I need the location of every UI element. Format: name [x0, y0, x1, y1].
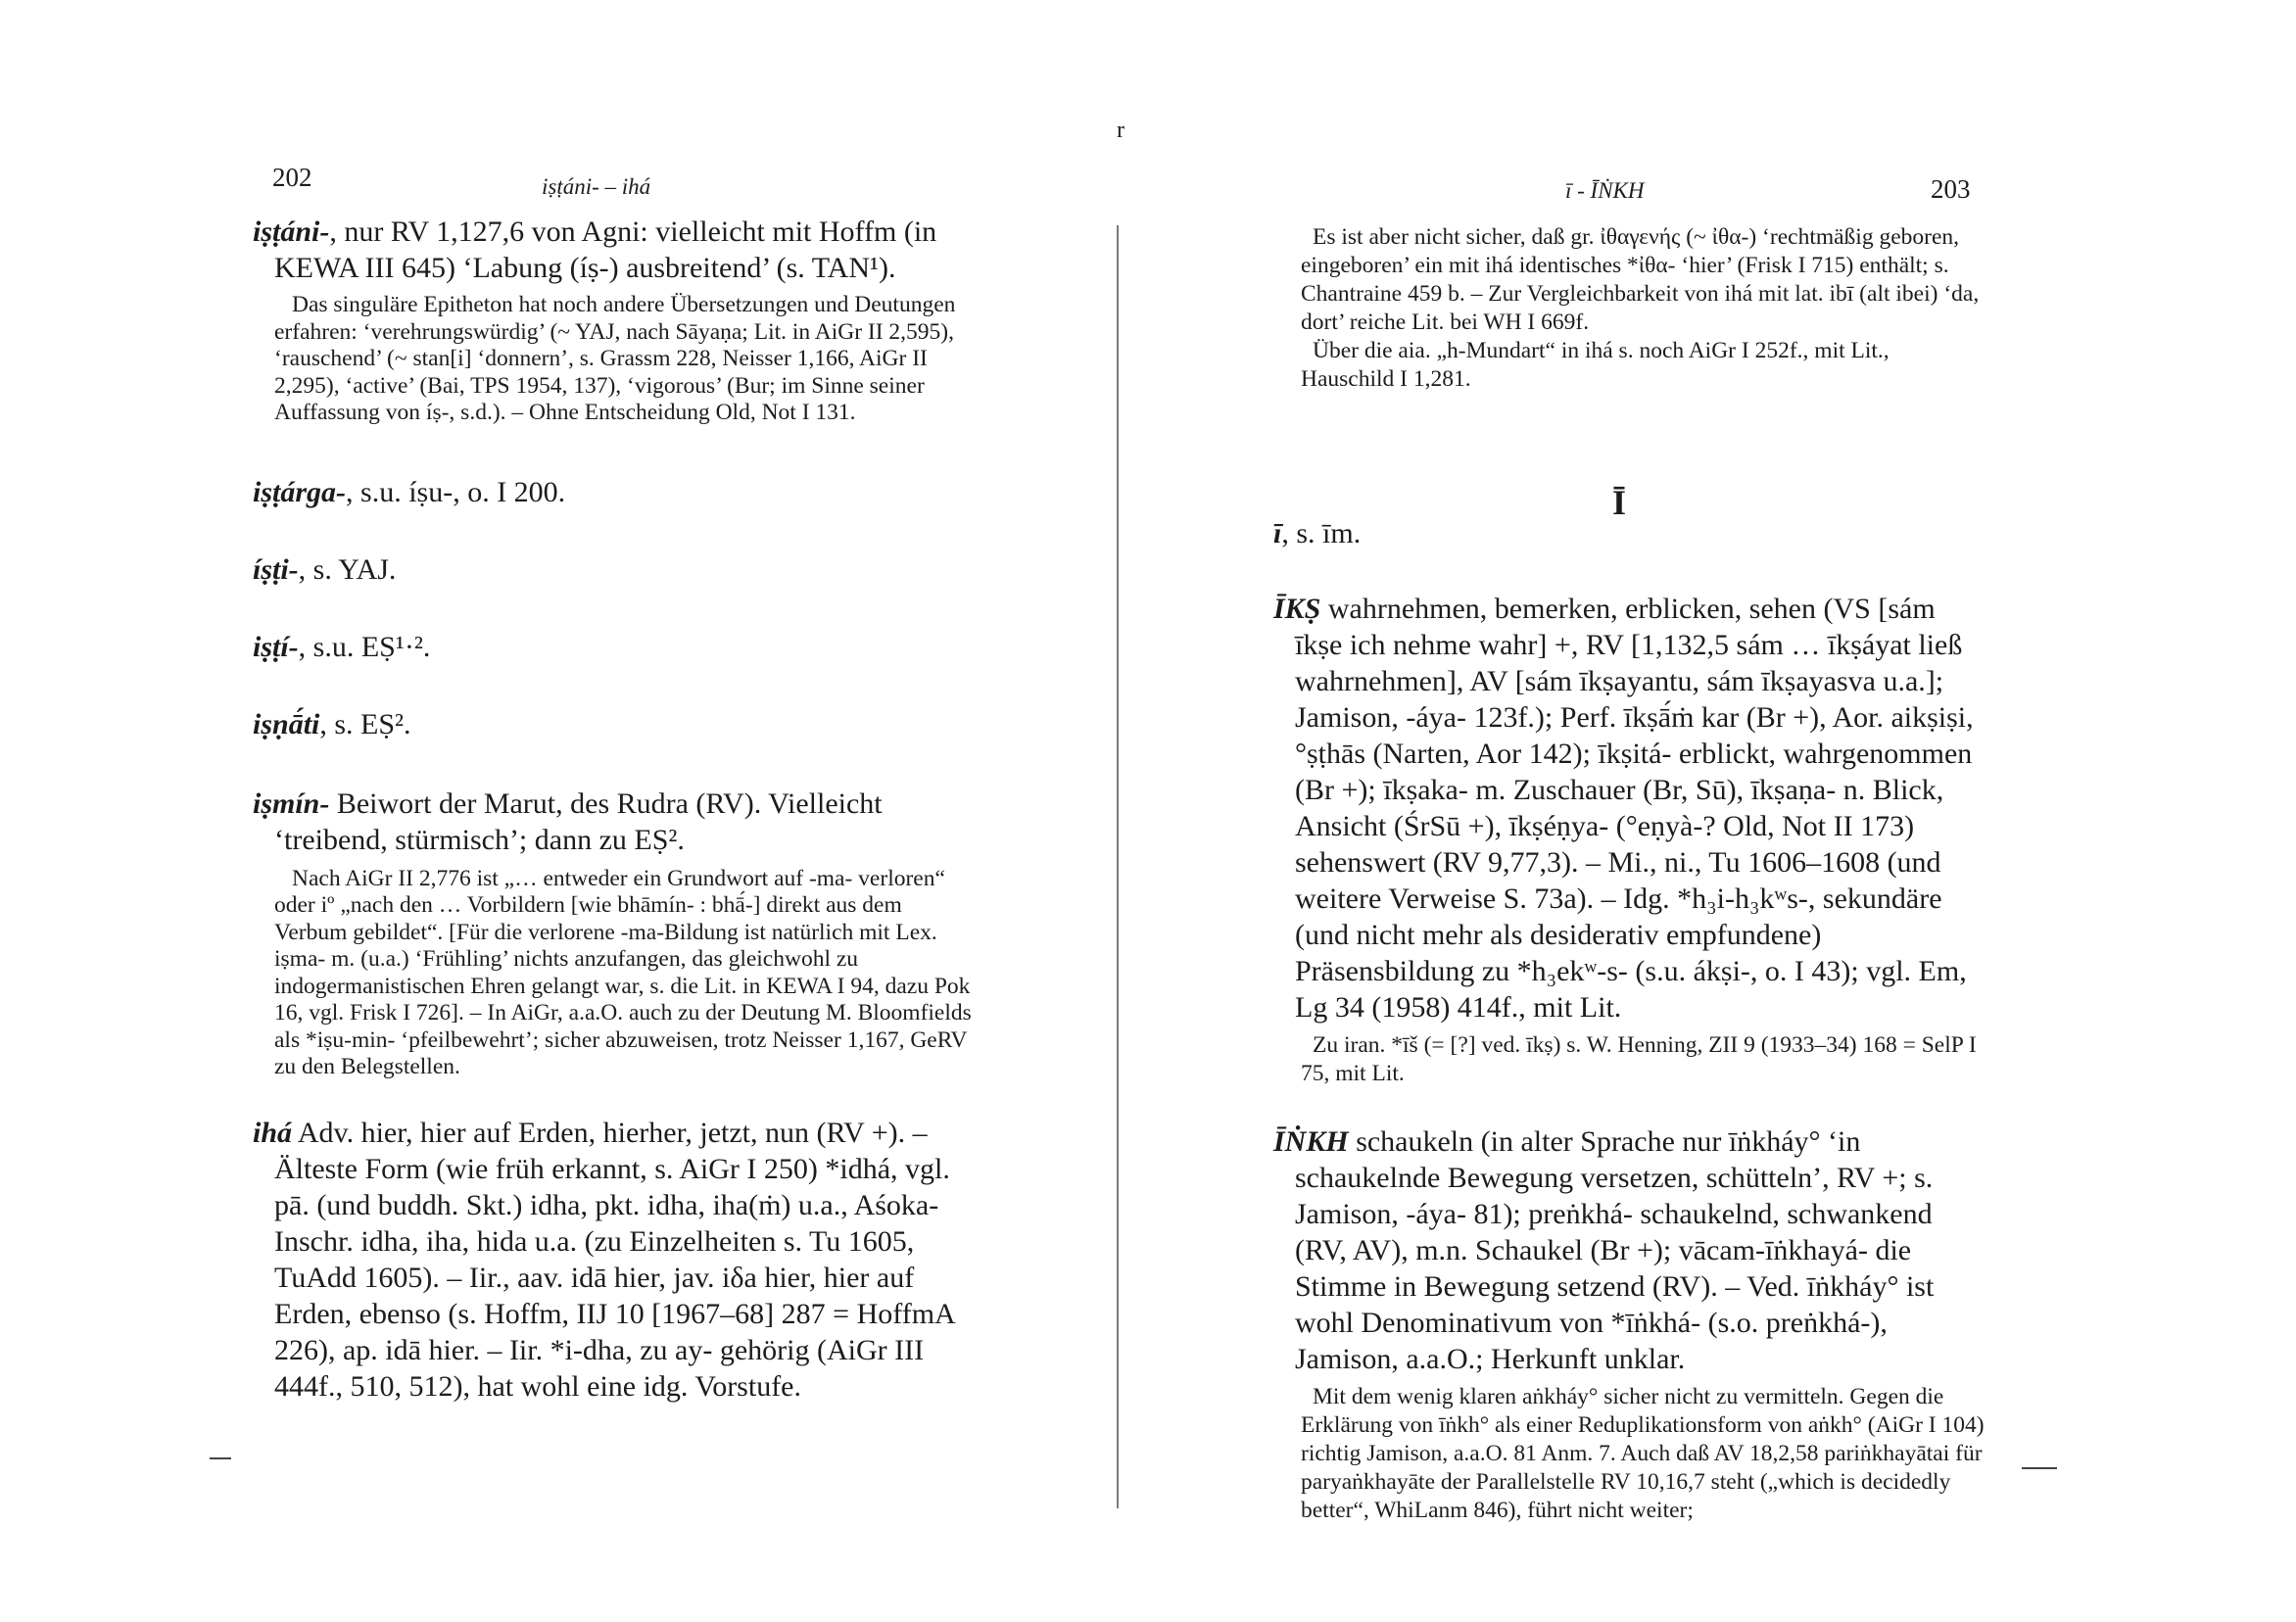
entry-text: wahrnehmen, bemerken, erblicken, sehen (VS [sám īkṣe ich nehme wahr] +, RV [1,132,5 sám … īkṣáyat ließ wahrnehmen], AV [sám īkṣayantu, sám īkṣayasva u.a.]; Jamison, -áya- 123f.); Perf. īkṣā́ṁ kar (Br +), Aor. aikṣiṣi, °ṣṭhās (Narten, Aor 142); īkṣitá- erblickt, wahrgenommen (Br +); īkṣaka- m. Zuschauer (Br, Sū), īkṣaṇa- n. Blick, Ansicht (ŚrSū +), īkṣéṇya- (°eṇyà-? Old, Not II 173) sehenswert (RV 9,77,3). – Mi., ni., Tu 1606–1608 (und weitere Verweise S. 73a). – Idg. *h₃i-h₃kʷs-, sekundäre (und nicht mehr als desiderativ empfundene) Präsensbildung zu *h₃ekʷ-s- (s.u. ákṣi-, o. I 43); vgl. Em, Lg 34 (1958) 414f., mit Lit. [1295, 593, 1974, 1024]
entry-text: , nur RV 1,127,6 von Agni: vielleicht mit Hoffm (in KEWA III 645) ‘Labung (íṣ-) ausbreitend’ (s. TAN¹). [274, 215, 937, 284]
entry [253, 706, 980, 742]
right-page [1136, 0, 2296, 1622]
page-number: 203 [1931, 174, 1971, 204]
headword: iṣṭí- [253, 630, 299, 663]
entry [253, 1115, 980, 1405]
entry [1273, 515, 1986, 551]
running-head: iṣṭáni- – ihá [542, 174, 651, 199]
headword: ĪṄKH [1273, 1125, 1349, 1158]
left-column [253, 214, 980, 1405]
entry [253, 629, 980, 665]
section-letter: Ī [1612, 483, 1627, 522]
continuation-text: Über die aia. „h-Mundart“ in ihá s. noch AiGr I 252f., mit Lit., Hauschild I 1,281. [1301, 338, 1889, 392]
page-divider [1117, 225, 1119, 1508]
corner-mark: r [1117, 118, 1124, 143]
entry [253, 214, 980, 427]
continuation-text: Es ist aber nicht sicher, daß gr. ἰθαγενής (~ ἰθα-) ‘rechtmäßig geboren, eingeboren’ ein mit ihá identisches *ἰθα- ‘hier’ (Frisk I 715) enthält; s. Chantraine 459 b. – Zur Vergleichbarkeit von ihá mit lat. ibī (alt ibei) ‘da, dort’ reiche Lit. bei WH I 669f. [1301, 224, 1980, 335]
headword: iṣṭárga- [253, 475, 347, 508]
headword: ihá [253, 1116, 293, 1149]
headword: ĪKṢ [1273, 593, 1321, 625]
headword: ī [1273, 517, 1282, 549]
entry [253, 474, 980, 510]
entry-text: Beiwort der Marut, des Rudra (RV). Vielleicht ‘treibend, stürmisch’; dann zu EṢ². [274, 787, 883, 856]
headword: íṣṭi- [253, 552, 299, 586]
left-page [0, 0, 1136, 1622]
entry-text: schaukeln (in alter Sprache nur īṅkháy° ‘in schaukelnde Bewegung versetzen, schütteln’, RV +; s. Jamison, -áya- 81); preṅkhá- schaukelnd, schwankend (RV, AV), m.n. Schaukel (Br +); vācam-īṅkhayá- die Stimme in Bewegung setzend (RV). – Ved. īṅkháy° ist wohl Denominativum von *īṅkhá- (s.o. preṅkhá-), Jamison, a.a.O.; Herkunft unklar. [1295, 1125, 1935, 1375]
entry-note: Das singuläre Epitheton hat noch andere Übersetzungen und Deutungen erfahren: ‘verehrungswürdig’ (~ YAJ, nach Sāyaṇa; Lit. in AiGr II 2,595), ‘rauschend’ (~ stan[i] ‘donnern’, s. Grassm 228, Neisser 1,166, AiGr II 2,295), ‘active’ (Bai, TPS 1954, 137), ‘vigorous’ (Bur; im Sinne seiner Auffassung von íṣ-, s.d.). – Ohne Entscheidung Old, Not I 131. [274, 292, 956, 425]
entry-note: Zu iran. *īš (= [?] ved. īkṣ) s. W. Henning, ZII 9 (1933–34) 168 = SelP I 75, mit Lit. [1301, 1032, 1977, 1086]
entry-text: Adv. hier, hier auf Erden, hierher, jetzt, nun (RV +). – Älteste Form (wie früh erkannt, s. AiGr I 250) *idhá, vgl. pā. (und buddh. Skt.) idha, pkt. idha, iha(ṁ) u.a., Aśoka-Inschr. idha, iha, hida u.a. (zu Einzelheiten s. Tu 1605, TuAdd 1605). – Iir., aav. idā hier, jav. iδa hier, hier auf Erden, ebenso (s. Hoffm, IIJ 10 [1967–68] 287 = HoffmA 226), ap. idā hier. – Iir. *i-dha, zu ay- gehörig (AiGr III 444f., 510, 512), hat wohl eine idg. Vorstufe. [274, 1116, 955, 1403]
margin-mark [2022, 1467, 2057, 1469]
entry [1273, 1123, 1986, 1525]
entry-text: , s.u. EṢ¹·². [298, 630, 431, 663]
entry-note: Mit dem wenig klaren aṅkháy° sicher nicht zu vermitteln. Gegen die Erklärung von īṅkh° als einer Reduplikationsform von aṅkh° (AiGr I 104) richtig Jamison, a.a.O. 81 Anm. 7. Auch daß AV 18,2,58 pariṅkhayātai für paryaṅkhayāte der Parallelstelle RV 10,16,7 steht („which is decidedly better“, WhiLanm 846), führt nicht weiter; [1301, 1384, 1985, 1523]
running-head: ī - ĪṄKH [1565, 178, 1645, 203]
entry [1273, 591, 1986, 1088]
entry-text: , s.u. íṣu-, o. I 200. [346, 475, 566, 508]
entry-text: , s. īm. [1281, 517, 1362, 549]
page-number: 202 [272, 163, 312, 192]
entry-text: , s. YAJ. [298, 552, 397, 586]
right-column [1273, 223, 1986, 1525]
headword: iṣṇā́ti [253, 707, 320, 740]
headword: iṣmín- [253, 787, 330, 820]
headword: iṣṭáni- [253, 215, 330, 248]
entry-note: Nach AiGr II 2,776 ist „… entweder ein Grundwort auf -ma- verloren“ oder iº „nach den … Vorbildern [wie bhāmín- : bhā́-] direkt aus dem Verbum gebildet“. [Für die verlorene -ma-Bildung ist natürlich mit Lex. iṣma- m. (u.a.) ‘Frühling’ nichts anzufangen, das gleichwohl zu indogermanistischen Ehren gelangt war, s. die Lit. in KEWA I 94, dazu Pok 16, vgl. Frisk I 726]. – In AiGr, a.a.O. auch zu der Deutung M. Bloomfields als *iṣu-min- ‘pfeilbewehrt’; sicher abzuweisen, trotz Neisser 1,167, GeRV zu den Belegstellen. [274, 865, 972, 1079]
entry [253, 786, 980, 1081]
entry [253, 551, 980, 588]
entry-text: , s. EṢ². [319, 707, 411, 740]
margin-mark [210, 1457, 231, 1459]
